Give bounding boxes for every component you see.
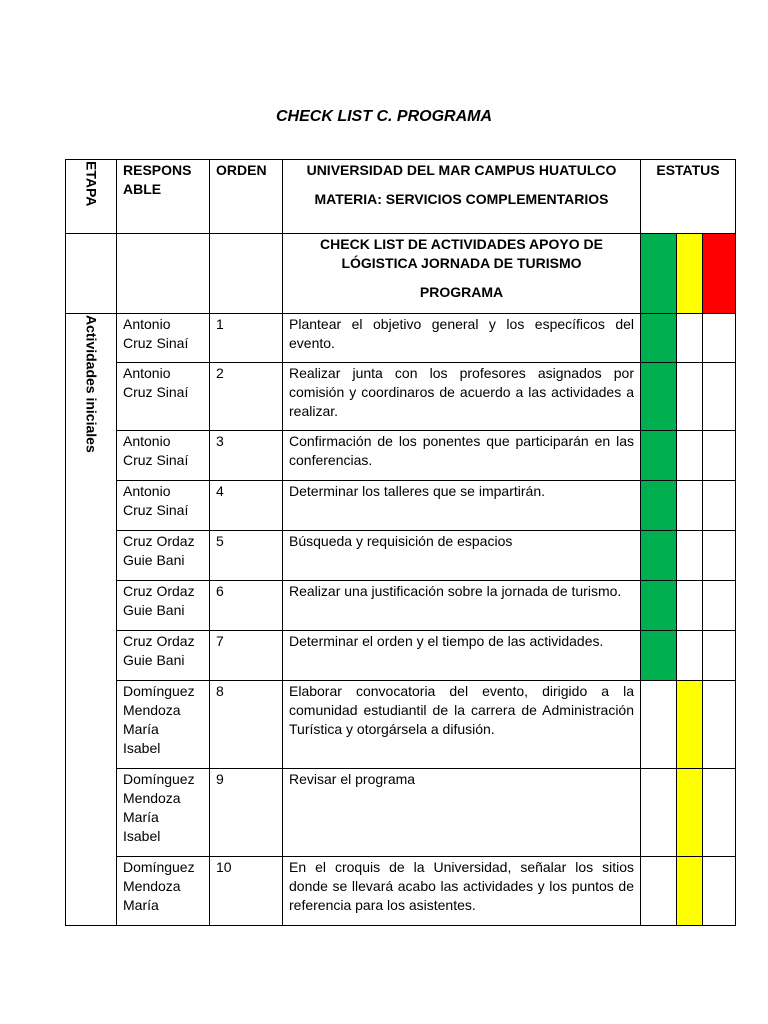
empty-cell [117,234,210,314]
status-yellow-cell [677,431,703,481]
responsable-line: María [123,721,159,737]
status-yellow-cell [677,769,703,857]
responsable-header-line: RESPONS [123,162,192,178]
estatus-header: ESTATUS [641,160,736,234]
responsable-line: Cruz Ordaz [123,533,195,549]
status-green-cell [641,769,677,857]
orden-cell: 6 [210,581,283,631]
status-red-cell [703,363,736,431]
responsable-line: Antonio [123,433,171,449]
university-header [283,160,641,234]
responsable-cell [117,363,210,431]
actividad-cell: Confirmación de los ponentes que participarán en las conferencias. [283,431,641,481]
responsable-line: Cruz Sinaí [123,452,189,468]
responsable-line: Mendoza [123,702,181,718]
materia-name: MATERIA: SERVICIOS COMPLEMENTARIOS [314,191,609,207]
etapa-header: ETAPA [83,161,100,207]
status-green-cell [641,857,677,926]
table-row [66,531,736,581]
actividad-cell: Realizar una justificación sobre la jornada de turismo. [283,581,641,631]
document-title: CHECK LIST C. PROGRAMA [276,108,492,125]
status-red-cell [703,857,736,926]
orden-cell: 10 [210,857,283,926]
actividad-cell: Elaborar convocatoria del evento, dirigido a la comunidad estudiantil de la carrera de Administración Turística y otorgársela a difusión. [283,681,641,769]
legend-yellow [677,234,703,314]
checklist-table [65,159,736,926]
actividad-cell: Plantear el objetivo general y los específicos del evento. [283,314,641,363]
programa-label: PROGRAMA [419,284,504,300]
responsable-cell [117,431,210,481]
responsable-cell [117,531,210,581]
status-yellow-cell [677,531,703,581]
table-row [66,769,736,857]
responsable-line: Mendoza [123,878,181,894]
subheader-row [66,234,736,314]
status-green-cell [641,681,677,769]
status-red-cell [703,581,736,631]
status-yellow-cell [677,363,703,431]
orden-cell: 8 [210,681,283,769]
orden-cell: 7 [210,631,283,681]
actividad-cell: Determinar los talleres que se impartirán. [283,481,641,531]
orden-cell: 3 [210,431,283,481]
orden-cell: 4 [210,481,283,531]
empty-cell [66,234,117,314]
responsable-cell [117,857,210,926]
orden-cell: 2 [210,363,283,431]
status-red-cell [703,631,736,681]
status-red-cell [703,314,736,363]
status-red-cell [703,531,736,581]
actividad-cell: Realizar junta con los profesores asignados por comisión y coordinaros de acuerdo a las actividades a realizar. [283,363,641,431]
orden-cell: 9 [210,769,283,857]
responsable-line: Mendoza [123,790,181,806]
responsable-line: Cruz Sinaí [123,384,189,400]
responsable-line: María [123,897,159,913]
status-green-cell [641,314,677,363]
status-green-cell [641,581,677,631]
table-row [66,581,736,631]
header-row [66,160,736,234]
status-yellow-cell [677,581,703,631]
status-yellow-cell [677,481,703,531]
table-row [66,681,736,769]
stage-label: Actividades iniciales [83,315,100,453]
responsable-line: Cruz Sinaí [123,335,189,351]
responsable-line: Cruz Sinaí [123,502,189,518]
responsable-header-line: ABLE [123,181,162,197]
responsable-cell [117,631,210,681]
responsable-line: Antonio [123,483,171,499]
actividad-cell: Búsqueda y requisición de espacios [283,531,641,581]
responsable-line: Isabel [123,828,161,844]
responsable-line: Antonio [123,365,171,381]
responsable-cell [117,314,210,363]
etapa-header-cell [66,160,117,234]
status-red-cell [703,431,736,481]
actividad-cell: Determinar el orden y el tiempo de las actividades. [283,631,641,681]
status-green-cell [641,481,677,531]
status-yellow-cell [677,631,703,681]
status-green-cell [641,531,677,581]
responsable-header [117,160,210,234]
table-row [66,431,736,481]
status-green-cell [641,431,677,481]
status-green-cell [641,363,677,431]
orden-cell: 5 [210,531,283,581]
responsable-line: Antonio [123,316,171,332]
responsable-line: Isabel [123,740,161,756]
responsable-cell [117,681,210,769]
university-name: UNIVERSIDAD DEL MAR CAMPUS HUATULCO [306,162,617,178]
responsable-cell [117,769,210,857]
checklist-title-cell [283,234,641,314]
responsable-line: Guie Bani [123,552,185,568]
responsable-cell [117,481,210,531]
actividad-cell: Revisar el programa [283,769,641,857]
responsable-line: Domínguez [123,771,195,787]
checklist-title: CHECK LIST DE ACTIVIDADES APOYO DE LÓGISTICA JORNADA DE TURISMO [320,236,603,271]
table-row [66,857,736,926]
responsable-line: Cruz Ordaz [123,633,195,649]
orden-header: ORDEN [210,160,283,234]
table-row [66,631,736,681]
legend-green [641,234,677,314]
responsable-line: Cruz Ordaz [123,583,195,599]
status-red-cell [703,769,736,857]
table-row [66,314,736,363]
responsable-line: María [123,809,159,825]
empty-cell [210,234,283,314]
stage-cell [66,314,117,926]
status-red-cell [703,481,736,531]
status-yellow-cell [677,314,703,363]
responsable-line: Guie Bani [123,602,185,618]
status-red-cell [703,681,736,769]
responsable-line: Domínguez [123,683,195,699]
orden-cell: 1 [210,314,283,363]
legend-red [703,234,736,314]
actividad-cell: En el croquis de la Universidad, señalar los sitios donde se llevará acabo las actividades y los puntos de referencia para los asistentes. [283,857,641,926]
status-green-cell [641,631,677,681]
status-yellow-cell [677,681,703,769]
status-yellow-cell [677,857,703,926]
responsable-cell [117,581,210,631]
responsable-line: Guie Bani [123,652,185,668]
table-row [66,481,736,531]
table-row [66,363,736,431]
responsable-line: Domínguez [123,859,195,875]
